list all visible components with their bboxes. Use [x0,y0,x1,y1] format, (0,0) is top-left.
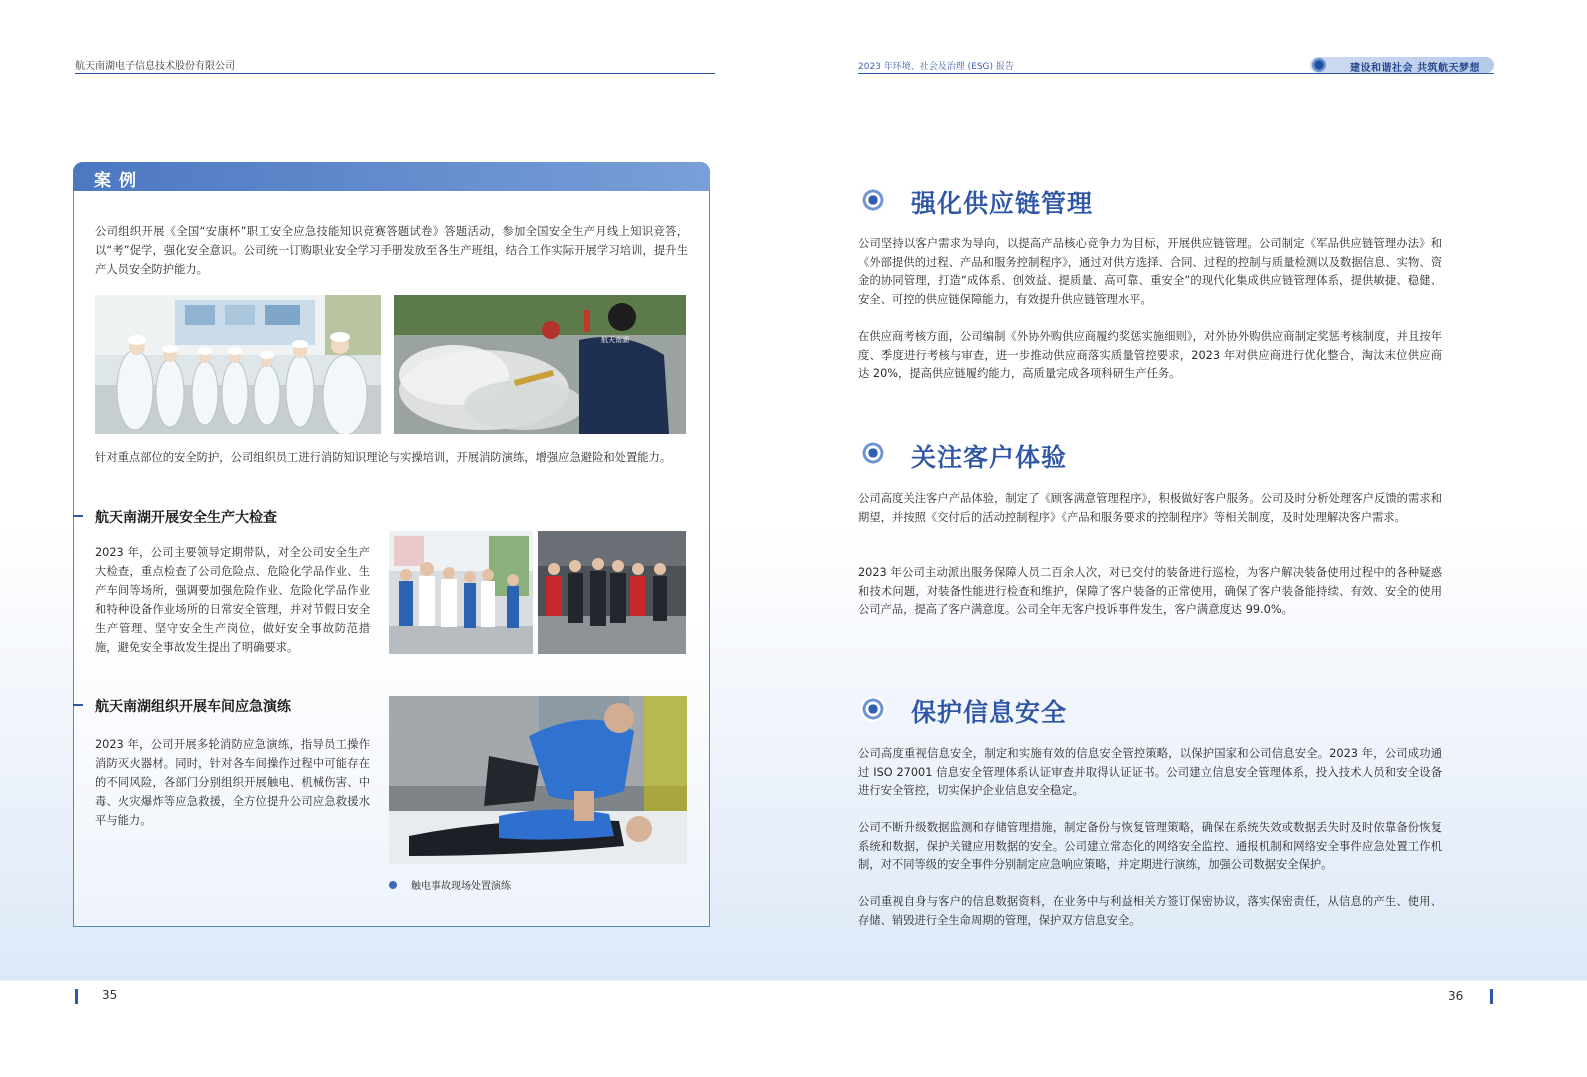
section-title-drill: 航天南湖组织开展车间应急演练 [95,699,291,715]
section-marker [73,515,83,517]
jacket-text: 航天南湖 [601,336,629,344]
section-body-inspection: 2023 年，公司主要领导定期带队，对全公司安全生产大检查，重点检查了公司危险点、危险化学品作业、生产车间等场所，强调要加强危险作业、危险化学品作业和特种设备作业场所的日常安全管理，并对节假日安全生产管理、坚守安全生产岗位，做好安全事故防范措施，避免安全事故发生提出了明确要求。 [95,546,370,654]
customer-p1: 公司高度关注客户产品体验，制定了《顾客满意管理程序》，积极做好客户服务。公司及时分析处理客户反馈的需求和期望，并按照《交付后的活动控制程序》《产品和服务要求的控制程序》等相关制度，及时处理解决客户需求。 [858,492,1442,524]
chapter-slogan: 建设和谐社会 共筑航天梦想 [1350,63,1480,74]
target-icon [860,440,886,466]
heading-info-security: 保护信息安全 [911,698,1068,727]
slogan-dot-icon [1312,58,1326,72]
report-title: 2023 年环境、社会及治理 (ESG) 报告 [858,62,1014,72]
section-marker [73,704,83,706]
photo-fire-drill [394,295,686,434]
caption-bullet-icon [389,881,397,889]
photo-caption: 针对重点部位的安全防护，公司组织员工进行消防知识理论与实操培训，开展消防演练，增强应急避险和处置能力。 [95,451,672,464]
photo-inspection-workshop [389,531,533,654]
info-security-p3: 公司重视自身与客户的信息数据资料，在业务中与利益相关方签订保密协议，落实保密责任，从信息的产生、使用、存储、销毁进行全生命周期的管理，保护双方信息安全。 [858,895,1442,927]
section-title-inspection: 航天南湖开展安全生产大检查 [95,510,277,526]
customer-p2: 2023 年公司主动派出服务保障人员二百余人次，对已交付的装备进行巡检，为客户解决装备使用过程中的各种疑惑和技术问题，对装备性能进行检查和维护，保障了客户装备的正常使用，确保了客户装备能持续、有效、安全的使用公司产品，提高了客户满意度。公司全年无客户投诉事件发生，客户满意度达 99.0%。 [858,566,1442,616]
case-panel-header [73,162,710,191]
photo-cpr-drill [389,696,687,864]
photo-safety-training [95,295,381,434]
info-security-p2: 公司不断升级数据监测和存储管理措施，制定备份与恢复管理策略，确保在系统失效或数据丢失时及时依靠备份恢复系统和数据，保护关键应用数据的安全。公司建立常态化的网络安全监控、通报机制和网络安全事件应急处置工作机制，对不同等级的安全事件分别制定应急响应策略，并定期进行演练，加强公司数据安全保护。 [858,821,1442,871]
company-name: 航天南湖电子信息技术股份有限公司 [75,61,235,72]
header-divider-left [75,73,715,74]
supply-chain-p1: 公司坚持以客户需求为导向，以提高产品核心竞争力为目标，开展供应链管理。公司制定《军品供应链管理办法》和《外部提供的过程、产品和服务控制程序》，通过对供方选择、合同、过程的控制与质量检测以及数据信息、实物、资金的协同管理，打造“成体系、创效益、提质量、高可靠、重安全”的现代化集成供应链管理体系，提供敏捷、稳健、安全、可控的供应链保障能力，有效提升供应链管理水平。 [858,237,1442,306]
heading-supply-chain: 强化供应链管理 [911,189,1094,218]
case-intro: 公司组织开展《全国“安康杯”职工安全应急技能知识竞赛答题试卷》答题活动，参加全国安全生产月线上知识竞答，以“考”促学，强化安全意识。公司统一订购职业安全学习手册发放至各生产班组，结合工作实际开展学习培训，提升生产人员安全防护能力。 [95,225,688,276]
target-icon [860,696,886,722]
photo-caption-drill: 触电事故现场处置演练 [411,881,511,892]
case-panel-title: 案例 [94,171,144,191]
heading-customer: 关注客户体验 [911,443,1068,472]
page-number-bar [75,989,78,1004]
target-icon [860,187,886,213]
page-number-left: 35 [102,988,118,1002]
info-security-p1: 公司高度重视信息安全，制定和实施有效的信息安全管控策略，以保护国家和公司信息安全。2023 年，公司成功通过 ISO 27001 信息安全管理体系认证审查并取得认证证书。公司建立信息安全管理体系，投入技术人员和安全设备进行安全管控，切实保护企业信息安全稳定。 [858,747,1442,797]
section-body-drill: 2023 年，公司开展多轮消防应急演练，指导员工操作消防灭火器材。同时，针对各车间操作过程中可能存在的不同风险，各部门分别组织开展触电、机械伤害、中毒、火灾爆炸等应急救援，全方位提升公司应急救援水平与能力。 [95,738,370,827]
supply-chain-p2: 在供应商考核方面，公司编制《外协外购供应商履约奖惩实施细则》，对外协外购供应商制定奖惩考核制度，并且按年度、季度进行考核与审查，进一步推动供应商落实质量管控要求，2023 年对供应商进行优化整合，淘汰末位供应商达 20%，提高供应链履约能力，高质量完成各项科研生产任务。 [858,330,1442,380]
page-number-right: 36 [1448,989,1464,1003]
page-number-bar [1490,989,1493,1004]
photo-inspection-factory [538,531,686,654]
